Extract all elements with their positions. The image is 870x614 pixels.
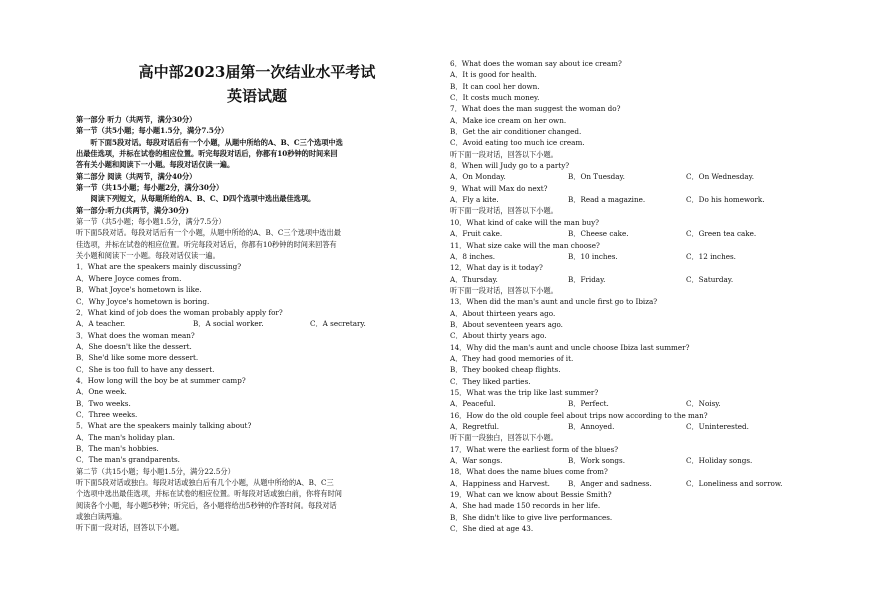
- text-line: 8．When will Judy go to a party?: [450, 161, 570, 171]
- text-line: 第一部分 听力（共两节，满分30分）: [76, 115, 197, 124]
- text-line: B．Two weeks.: [76, 398, 131, 408]
- answer-option: B．On Tuesday.: [568, 172, 625, 182]
- option-row: [450, 421, 800, 432]
- option-row: [450, 194, 800, 205]
- answer-option: A．On Monday.: [450, 172, 506, 182]
- answer-option: A．Happiness and Harvest.: [450, 478, 550, 488]
- text-line: 听下面5段对话或独白。每段对话或独白后有几个小题，从题中所给的A、B、C三: [76, 478, 334, 487]
- answer-option: A．Fly a kite.: [450, 195, 499, 205]
- text-line: 个选项中选出最佳选项，并标在试卷的相应位置。听每段对话或独白前，你将有时间: [76, 489, 342, 499]
- text-line: 14．Why did the man's aunt and uncle choose Ibiza last summer?: [450, 342, 690, 352]
- answer-option: A．War songs.: [450, 456, 503, 466]
- text-line: 出最佳选项，并标在试卷的相应位置。听完每段对话后，你都有10秒钟的时间来回: [76, 149, 338, 159]
- text-line: 2．What kind of job does the woman probably apply for?: [76, 307, 283, 317]
- text-line: 听下面一段对话，回答以下小题。: [450, 206, 558, 216]
- text-line: B．What Joyce's hometown is like.: [76, 285, 202, 295]
- text-line: A．She doesn't like the dessert.: [76, 341, 192, 351]
- right-column-body: [450, 58, 800, 534]
- text-line: A．The man's holiday plan.: [76, 432, 175, 442]
- answer-option: C．On Wednesday.: [686, 172, 754, 182]
- text-line: 9．What will Max do next?: [450, 183, 548, 193]
- answer-option: C．Do his homework.: [686, 195, 765, 205]
- text-line: C．Three weeks.: [76, 409, 138, 419]
- answer-option: B．Read a magazine.: [568, 195, 646, 205]
- answer-option: B．Perfect.: [568, 399, 609, 409]
- option-row: [450, 171, 800, 182]
- text-line: 听下面一段对话，回答以下小题。: [450, 149, 558, 159]
- answer-option: C．Green tea cake.: [686, 229, 757, 239]
- text-line: B．It can cool her down.: [450, 81, 540, 91]
- exam-title: 高中部2023届第一次结业水平考试: [138, 63, 376, 81]
- text-line: C．She died at age 43.: [450, 524, 534, 534]
- answer-option: A．Regretful.: [450, 422, 500, 431]
- text-line: 听下面5段对话。每段对话后有一个小题，从题中所给的A、B、C三个选项中选出最: [76, 228, 341, 238]
- text-line: 4．How long will the boy be at summer camp?: [76, 375, 246, 385]
- text-line: C．About thirty years ago.: [450, 331, 547, 341]
- answer-option: B．Friday.: [568, 274, 606, 284]
- answer-option: C．Holiday songs.: [686, 456, 753, 466]
- answer-option: C．Saturday.: [686, 274, 734, 284]
- answer-option: B．Annoyed.: [568, 422, 615, 431]
- text-line: 16．How do the old couple feel about trips now according to the man?: [450, 410, 708, 420]
- text-line: 13．When did the man's aunt and uncle first go to Ibiza?: [450, 297, 658, 307]
- text-line: 第二部分 阅读（共两节，满分40分）: [76, 171, 197, 181]
- left-column-body: [76, 114, 438, 534]
- text-line: 佳选项，并标在试卷的相应位置。听完每段对话后，你都有10秒钟的时间来回答有: [76, 239, 337, 249]
- text-line: B．They booked cheap flights.: [450, 365, 561, 375]
- text-line: A．One week.: [76, 387, 127, 397]
- text-line: 听下面一段对话，回答以下小题。: [450, 285, 558, 295]
- answer-option: C．A secretary.: [310, 319, 366, 329]
- answer-option: C．Uninterested.: [686, 422, 749, 431]
- answer-option: B．A social worker.: [193, 319, 264, 329]
- text-line: 第一部分:听力(共两节，满分30分): [76, 205, 189, 215]
- text-line: C．They liked parties.: [450, 376, 531, 386]
- text-line: 听下面一段独白，回答以下小题。: [450, 433, 558, 443]
- option-row: [450, 398, 800, 409]
- answer-option: A．Fruit cake.: [450, 229, 503, 239]
- text-line: 17．What were the earliest form of the blues?: [450, 444, 619, 454]
- answer-option: B．Cheese cake.: [568, 229, 629, 239]
- text-line: 第一节（共5小题；每小题1.5分，满分7.5分）: [76, 217, 226, 227]
- text-line: 第二节（共15小题；每小题1.5分，满分22.5分）: [76, 466, 235, 476]
- text-line: C．She is too full to have any dessert.: [76, 364, 215, 374]
- text-line: A．It is good for health.: [450, 70, 537, 80]
- text-line: 答有关小题和阅读下一小题。每段对话仅读一遍。: [76, 160, 235, 170]
- text-line: 7．What does the man suggest the woman do?: [450, 104, 621, 114]
- text-line: 听下面一段对话，回答以下小题。: [76, 523, 184, 533]
- text-line: A．Make ice cream on her own.: [450, 115, 567, 125]
- option-row: [450, 455, 800, 466]
- text-line: 关小题和阅读下一小题。每段对话仅读一遍。: [76, 251, 220, 261]
- text-line: 11．What size cake will the man choose?: [450, 240, 600, 250]
- answer-option: C．Loneliness and sorrow.: [686, 478, 783, 488]
- answer-option: B．10 inches.: [568, 251, 618, 261]
- answer-option: B．Anger and sadness.: [568, 478, 652, 488]
- text-line: C．Avoid eating too much ice cream.: [450, 138, 585, 148]
- answer-option: A．Peaceful.: [450, 399, 496, 409]
- text-line: 或独白读两遍。: [76, 512, 127, 522]
- text-line: A．They had good memories of it.: [450, 353, 574, 363]
- text-line: 第一节（共5小题；每小题1.5分，满分7.5分）: [76, 126, 229, 136]
- option-row: [450, 478, 800, 489]
- text-line: 19．What can we know about Bessie Smith?: [450, 490, 612, 500]
- right-column: [450, 58, 800, 534]
- text-line: B．She didn't like to give live performances.: [450, 512, 613, 522]
- text-line: 阅读各个小题，每小题5秒钟；听完后，各小题将给出5秒钟的作答时间。每段对话: [76, 500, 337, 510]
- text-line: B．The man's hobbies.: [76, 443, 159, 453]
- answer-option: A．A teacher.: [76, 319, 126, 329]
- text-line: A．About thirteen years ago.: [450, 308, 556, 318]
- text-line: 15．What was the trip like last summer?: [450, 387, 599, 397]
- text-line: A．She had made 150 records in her life.: [450, 501, 601, 511]
- text-line: 18．What does the name blues come from?: [450, 467, 608, 477]
- option-row: [450, 228, 800, 239]
- answer-option: C．12 inches.: [686, 251, 736, 261]
- text-line: B．She'd like some more dessert.: [76, 353, 199, 363]
- option-row: [76, 318, 438, 329]
- option-row: [450, 274, 800, 285]
- text-line: 3．What does the woman mean?: [76, 330, 195, 340]
- text-line: 1．What are the speakers mainly discussing?: [76, 262, 242, 272]
- answer-option: B．Work songs.: [568, 456, 625, 466]
- text-line: 阅读下列短文，从每题所给的A、B、C、D四个选项中选出最佳选项。: [90, 194, 316, 204]
- text-line: 第一节（共15小题；每小题2分，满分30分）: [76, 183, 224, 193]
- text-line: 12．What day is it today?: [450, 263, 543, 273]
- text-line: 5．What are the speakers mainly talking about?: [76, 421, 252, 431]
- text-line: A．Where Joyce comes from.: [76, 273, 182, 283]
- text-line: C．The man's grandparents.: [76, 455, 180, 465]
- text-line: C．Why Joyce's hometown is boring.: [76, 296, 210, 306]
- text-line: B．Get the air conditioner changed.: [450, 127, 582, 137]
- answer-option: A．Thursday.: [450, 274, 498, 284]
- text-line: 10．What kind of cake will the man buy?: [450, 217, 600, 227]
- text-line: C．It costs much money.: [450, 93, 540, 103]
- answer-option: A．8 inches.: [450, 251, 496, 261]
- text-line: B．About seventeen years ago.: [450, 319, 563, 329]
- answer-option: C．Noisy.: [686, 399, 721, 409]
- exam-subtitle: 英语试题: [226, 87, 287, 105]
- text-line: 听下面5段对话。每段对话后有一个小题，从题中所给的A、B、C三个选项中选: [90, 137, 343, 147]
- text-line: 6．What does the woman say about ice cream?: [450, 59, 622, 68]
- left-column: [76, 58, 438, 534]
- option-row: [450, 251, 800, 262]
